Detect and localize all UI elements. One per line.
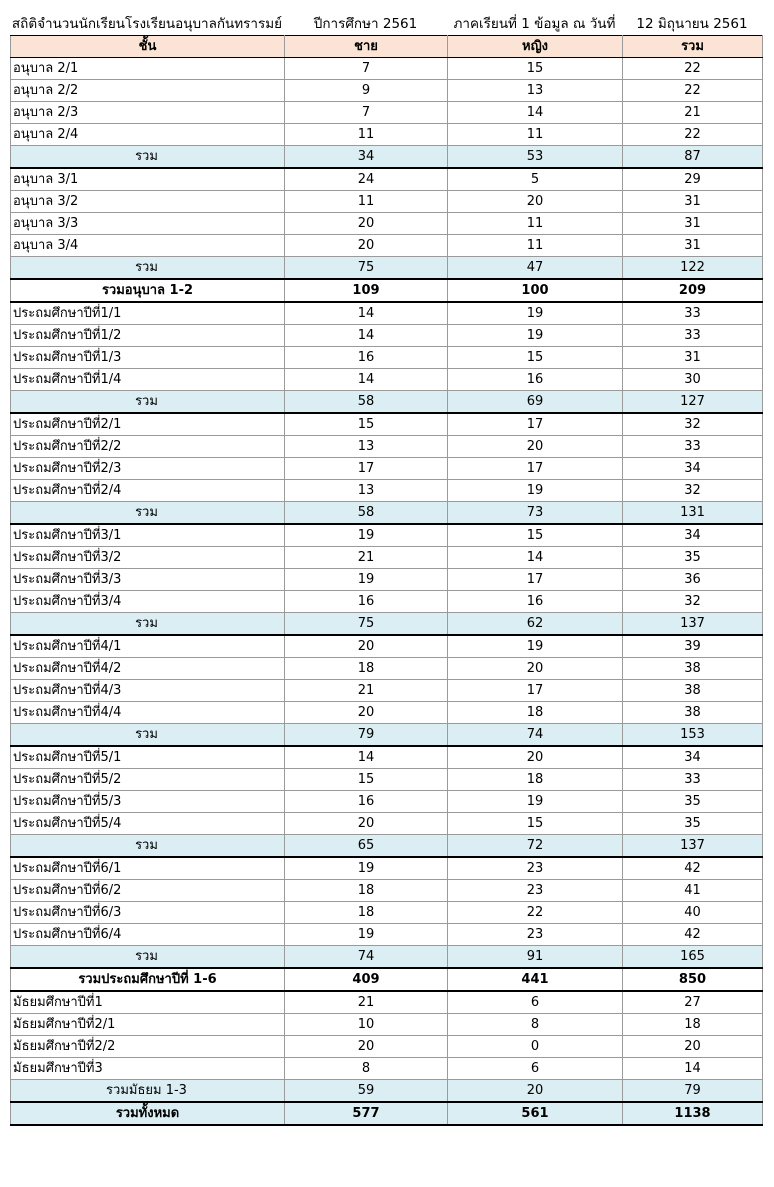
row-male-count: 59 <box>285 1080 448 1103</box>
row-female-count: 11 <box>448 124 623 146</box>
row-class-name: อนุบาล 2/4 <box>11 124 285 146</box>
row-male-count: 13 <box>285 480 448 502</box>
subtotal-row <box>11 946 763 969</box>
row-class-name: รวมอนุบาล 1-2 <box>11 279 285 302</box>
row-female-count: 6 <box>448 1058 623 1080</box>
row-male-count: 577 <box>285 1102 448 1125</box>
row-class-name: รวม <box>11 391 285 414</box>
row-male-count: 24 <box>285 168 448 191</box>
row-class-name: ประถมศึกษาปีที่4/4 <box>11 702 285 724</box>
row-class-name: ประถมศึกษาปีที่1/1 <box>11 302 285 325</box>
row-male-count: 11 <box>285 191 448 213</box>
row-male-count: 14 <box>285 302 448 325</box>
table-row <box>11 458 763 480</box>
row-female-count: 19 <box>448 635 623 658</box>
row-class-name: ประถมศึกษาปีที่3/1 <box>11 524 285 547</box>
row-class-name: ประถมศึกษาปีที่4/2 <box>11 658 285 680</box>
row-class-name: ประถมศึกษาปีที่1/4 <box>11 369 285 391</box>
row-class-name: ประถมศึกษาปีที่3/2 <box>11 547 285 569</box>
student-count-table <box>10 35 763 1126</box>
row-male-count: 7 <box>285 102 448 124</box>
table-row <box>11 369 763 391</box>
row-female-count: 23 <box>448 880 623 902</box>
row-total-count: 38 <box>623 702 763 724</box>
table-row <box>11 168 763 191</box>
row-class-name: อนุบาล 2/1 <box>11 58 285 80</box>
row-female-count: 20 <box>448 191 623 213</box>
table-row <box>11 235 763 257</box>
level-total-row <box>11 279 763 302</box>
row-class-name: ประถมศึกษาปีที่2/3 <box>11 458 285 480</box>
row-male-count: 16 <box>285 791 448 813</box>
row-total-count: 131 <box>623 502 763 525</box>
row-class-name: รวม <box>11 724 285 747</box>
subtotal-row <box>11 1080 763 1103</box>
table-row <box>11 857 763 880</box>
row-class-name: ประถมศึกษาปีที่5/4 <box>11 813 285 835</box>
table-row <box>11 524 763 547</box>
row-total-count: 31 <box>623 191 763 213</box>
row-total-count: 34 <box>623 746 763 769</box>
header-total: รวม <box>623 36 763 58</box>
row-female-count: 8 <box>448 1014 623 1036</box>
grand-total-row <box>11 1102 763 1125</box>
row-total-count: 137 <box>623 613 763 636</box>
row-male-count: 19 <box>285 924 448 946</box>
table-row <box>11 1036 763 1058</box>
row-total-count: 33 <box>623 302 763 325</box>
row-total-count: 38 <box>623 658 763 680</box>
row-class-name: อนุบาล 2/2 <box>11 80 285 102</box>
row-male-count: 75 <box>285 257 448 280</box>
row-male-count: 19 <box>285 524 448 547</box>
title-year: ปีการศึกษา 2561 <box>313 15 418 32</box>
row-total-count: 40 <box>623 902 763 924</box>
row-male-count: 20 <box>285 813 448 835</box>
row-male-count: 13 <box>285 436 448 458</box>
row-total-count: 127 <box>623 391 763 414</box>
row-female-count: 11 <box>448 235 623 257</box>
table-row <box>11 991 763 1014</box>
row-female-count: 6 <box>448 991 623 1014</box>
table-row <box>11 480 763 502</box>
row-total-count: 31 <box>623 347 763 369</box>
row-total-count: 153 <box>623 724 763 747</box>
row-class-name: ประถมศึกษาปีที่3/4 <box>11 591 285 613</box>
row-class-name: ประถมศึกษาปีที่6/3 <box>11 902 285 924</box>
row-class-name: ประถมศึกษาปีที่5/3 <box>11 791 285 813</box>
row-male-count: 58 <box>285 502 448 525</box>
row-male-count: 17 <box>285 458 448 480</box>
row-class-name: ประถมศึกษาปีที่6/1 <box>11 857 285 880</box>
row-female-count: 13 <box>448 80 623 102</box>
table-row <box>11 347 763 369</box>
table-row <box>11 1014 763 1036</box>
title-school: สถิติจำนวนนักเรียนโรงเรียนอนุบาลกันทรารมย์ <box>11 15 283 32</box>
row-class-name: ประถมศึกษาปีที่1/3 <box>11 347 285 369</box>
header-class: ชั้น <box>11 36 285 58</box>
row-male-count: 21 <box>285 680 448 702</box>
table-row <box>11 124 763 146</box>
student-statistics-sheet <box>10 10 762 1126</box>
table-row <box>11 769 763 791</box>
subtotal-row <box>11 391 763 414</box>
row-female-count: 19 <box>448 791 623 813</box>
row-total-count: 36 <box>623 569 763 591</box>
row-male-count: 20 <box>285 635 448 658</box>
row-class-name: อนุบาล 3/2 <box>11 191 285 213</box>
table-row <box>11 635 763 658</box>
row-total-count: 33 <box>623 325 763 347</box>
level-total-row <box>11 968 763 991</box>
row-female-count: 15 <box>448 524 623 547</box>
table-row <box>11 680 763 702</box>
row-male-count: 109 <box>285 279 448 302</box>
row-total-count: 87 <box>623 146 763 169</box>
table-row <box>11 791 763 813</box>
row-male-count: 79 <box>285 724 448 747</box>
row-total-count: 209 <box>623 279 763 302</box>
row-total-count: 31 <box>623 235 763 257</box>
row-female-count: 441 <box>448 968 623 991</box>
table-row <box>11 569 763 591</box>
row-female-count: 20 <box>448 658 623 680</box>
table-row <box>11 80 763 102</box>
row-total-count: 33 <box>623 769 763 791</box>
header-male: ชาย <box>285 36 448 58</box>
row-female-count: 53 <box>448 146 623 169</box>
row-total-count: 30 <box>623 369 763 391</box>
row-class-name: มัธยมศึกษาปีที่1 <box>11 991 285 1014</box>
row-total-count: 850 <box>623 968 763 991</box>
row-female-count: 15 <box>448 58 623 80</box>
row-class-name: รวม <box>11 146 285 169</box>
row-female-count: 19 <box>448 302 623 325</box>
row-male-count: 21 <box>285 547 448 569</box>
row-male-count: 14 <box>285 325 448 347</box>
row-female-count: 73 <box>448 502 623 525</box>
row-male-count: 20 <box>285 1036 448 1058</box>
row-class-name: รวม <box>11 946 285 969</box>
row-class-name: รวม <box>11 257 285 280</box>
table-row <box>11 880 763 902</box>
row-class-name: ประถมศึกษาปีที่2/4 <box>11 480 285 502</box>
row-female-count: 5 <box>448 168 623 191</box>
row-female-count: 17 <box>448 413 623 436</box>
row-class-name: รวม <box>11 835 285 858</box>
row-female-count: 17 <box>448 680 623 702</box>
title-date: 12 มิถุนายน 2561 <box>636 15 748 32</box>
subtotal-row <box>11 835 763 858</box>
table-row <box>11 746 763 769</box>
row-female-count: 17 <box>448 458 623 480</box>
row-male-count: 14 <box>285 369 448 391</box>
row-class-name: รวม <box>11 613 285 636</box>
subtotal-row <box>11 502 763 525</box>
row-female-count: 18 <box>448 702 623 724</box>
row-total-count: 27 <box>623 991 763 1014</box>
row-total-count: 42 <box>623 857 763 880</box>
title-term: ภาคเรียนที่ 1 ข้อมูล ณ วันที่ <box>453 15 616 32</box>
row-total-count: 22 <box>623 58 763 80</box>
row-male-count: 20 <box>285 213 448 235</box>
row-total-count: 32 <box>623 591 763 613</box>
row-female-count: 17 <box>448 569 623 591</box>
row-total-count: 39 <box>623 635 763 658</box>
row-class-name: มัธยมศึกษาปีที่2/1 <box>11 1014 285 1036</box>
row-female-count: 91 <box>448 946 623 969</box>
subtotal-row <box>11 613 763 636</box>
table-body <box>11 58 763 1126</box>
row-male-count: 18 <box>285 880 448 902</box>
row-male-count: 21 <box>285 991 448 1014</box>
table-row <box>11 591 763 613</box>
title-row <box>10 10 762 35</box>
row-male-count: 65 <box>285 835 448 858</box>
table-row <box>11 191 763 213</box>
row-class-name: ประถมศึกษาปีที่6/2 <box>11 880 285 902</box>
row-male-count: 19 <box>285 857 448 880</box>
row-total-count: 79 <box>623 1080 763 1103</box>
table-row <box>11 213 763 235</box>
row-female-count: 72 <box>448 835 623 858</box>
row-male-count: 409 <box>285 968 448 991</box>
row-total-count: 32 <box>623 413 763 436</box>
table-row <box>11 924 763 946</box>
row-female-count: 22 <box>448 902 623 924</box>
row-total-count: 35 <box>623 547 763 569</box>
table-row <box>11 902 763 924</box>
row-male-count: 20 <box>285 235 448 257</box>
row-male-count: 8 <box>285 1058 448 1080</box>
table-row <box>11 547 763 569</box>
row-total-count: 29 <box>623 168 763 191</box>
row-total-count: 21 <box>623 102 763 124</box>
row-total-count: 38 <box>623 680 763 702</box>
row-female-count: 62 <box>448 613 623 636</box>
table-row <box>11 813 763 835</box>
row-female-count: 74 <box>448 724 623 747</box>
row-total-count: 14 <box>623 1058 763 1080</box>
table-row <box>11 1058 763 1080</box>
row-female-count: 20 <box>448 1080 623 1103</box>
row-total-count: 122 <box>623 257 763 280</box>
row-female-count: 16 <box>448 369 623 391</box>
row-class-name: รวมมัธยม 1-3 <box>11 1080 285 1103</box>
row-female-count: 14 <box>448 102 623 124</box>
row-class-name: ประถมศึกษาปีที่1/2 <box>11 325 285 347</box>
row-total-count: 1138 <box>623 1102 763 1125</box>
table-row <box>11 658 763 680</box>
row-female-count: 0 <box>448 1036 623 1058</box>
row-male-count: 14 <box>285 746 448 769</box>
row-female-count: 561 <box>448 1102 623 1125</box>
row-total-count: 22 <box>623 124 763 146</box>
row-male-count: 74 <box>285 946 448 969</box>
row-female-count: 19 <box>448 480 623 502</box>
row-total-count: 31 <box>623 213 763 235</box>
row-class-name: ประถมศึกษาปีที่4/3 <box>11 680 285 702</box>
row-male-count: 11 <box>285 124 448 146</box>
row-total-count: 18 <box>623 1014 763 1036</box>
row-male-count: 34 <box>285 146 448 169</box>
table-row <box>11 58 763 80</box>
table-row <box>11 436 763 458</box>
row-male-count: 19 <box>285 569 448 591</box>
row-total-count: 32 <box>623 480 763 502</box>
subtotal-row <box>11 724 763 747</box>
row-total-count: 137 <box>623 835 763 858</box>
row-class-name: ประถมศึกษาปีที่4/1 <box>11 635 285 658</box>
row-female-count: 47 <box>448 257 623 280</box>
row-female-count: 14 <box>448 547 623 569</box>
row-male-count: 18 <box>285 658 448 680</box>
subtotal-row <box>11 146 763 169</box>
row-total-count: 34 <box>623 458 763 480</box>
header-row <box>11 36 763 58</box>
row-total-count: 20 <box>623 1036 763 1058</box>
row-male-count: 15 <box>285 769 448 791</box>
row-class-name: ประถมศึกษาปีที่2/2 <box>11 436 285 458</box>
row-class-name: รวมทั้งหมด <box>11 1102 285 1125</box>
row-female-count: 16 <box>448 591 623 613</box>
table-row <box>11 325 763 347</box>
table-row <box>11 702 763 724</box>
row-female-count: 20 <box>448 746 623 769</box>
row-male-count: 15 <box>285 413 448 436</box>
row-class-name: ประถมศึกษาปีที่5/2 <box>11 769 285 791</box>
table-row <box>11 102 763 124</box>
row-male-count: 16 <box>285 347 448 369</box>
row-total-count: 33 <box>623 436 763 458</box>
row-female-count: 69 <box>448 391 623 414</box>
header-female: หญิง <box>448 36 623 58</box>
row-total-count: 35 <box>623 813 763 835</box>
row-class-name: อนุบาล 3/1 <box>11 168 285 191</box>
subtotal-row <box>11 257 763 280</box>
row-class-name: ประถมศึกษาปีที่2/1 <box>11 413 285 436</box>
row-class-name: อนุบาล 3/3 <box>11 213 285 235</box>
row-class-name: อนุบาล 2/3 <box>11 102 285 124</box>
row-total-count: 22 <box>623 80 763 102</box>
row-total-count: 42 <box>623 924 763 946</box>
row-female-count: 15 <box>448 347 623 369</box>
row-class-name: ประถมศึกษาปีที่5/1 <box>11 746 285 769</box>
row-total-count: 165 <box>623 946 763 969</box>
row-male-count: 75 <box>285 613 448 636</box>
row-male-count: 16 <box>285 591 448 613</box>
row-class-name: มัธยมศึกษาปีที่2/2 <box>11 1036 285 1058</box>
row-class-name: รวม <box>11 502 285 525</box>
row-female-count: 19 <box>448 325 623 347</box>
row-female-count: 100 <box>448 279 623 302</box>
row-class-name: อนุบาล 3/4 <box>11 235 285 257</box>
row-female-count: 23 <box>448 924 623 946</box>
row-class-name: ประถมศึกษาปีที่6/4 <box>11 924 285 946</box>
row-male-count: 10 <box>285 1014 448 1036</box>
row-female-count: 23 <box>448 857 623 880</box>
row-male-count: 9 <box>285 80 448 102</box>
row-male-count: 58 <box>285 391 448 414</box>
row-class-name: ประถมศึกษาปีที่3/3 <box>11 569 285 591</box>
row-male-count: 18 <box>285 902 448 924</box>
row-total-count: 34 <box>623 524 763 547</box>
row-total-count: 35 <box>623 791 763 813</box>
row-female-count: 18 <box>448 769 623 791</box>
table-row <box>11 413 763 436</box>
row-female-count: 11 <box>448 213 623 235</box>
row-female-count: 15 <box>448 813 623 835</box>
row-class-name: มัธยมศึกษาปีที่3 <box>11 1058 285 1080</box>
row-male-count: 7 <box>285 58 448 80</box>
row-female-count: 20 <box>448 436 623 458</box>
row-male-count: 20 <box>285 702 448 724</box>
row-class-name: รวมประถมศึกษาปีที่ 1-6 <box>11 968 285 991</box>
table-row <box>11 302 763 325</box>
row-total-count: 41 <box>623 880 763 902</box>
